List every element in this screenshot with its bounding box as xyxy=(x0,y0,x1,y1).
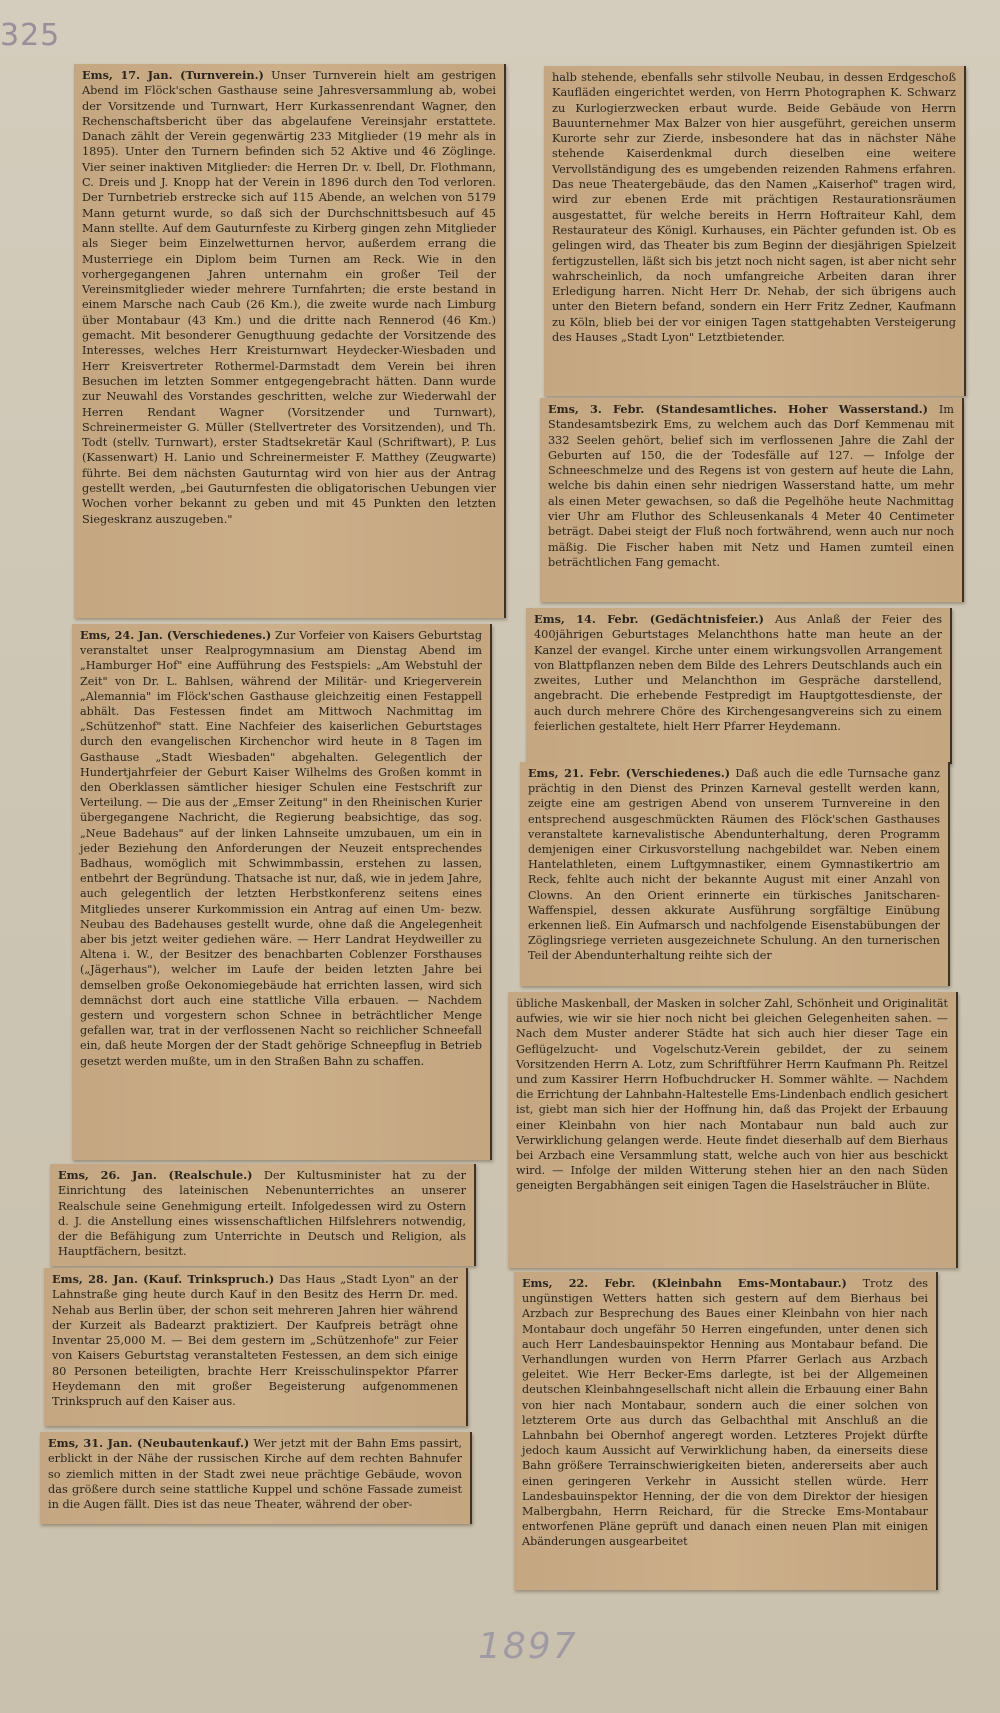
handwritten-year: 1897 xyxy=(478,1626,578,1667)
clipping-text: Das Haus „Stadt Lyon" an der Lahnstraße ging heute durch Kauf in den Besitz des Herrn Dr. med. Nehab aus Berlin über, der schon seit mehreren Jahren hier während der Kurzeit als Badearzt praktiziert. Der Kaufpreis beträgt ohne Inventar 25,000 M. — Bei dem gestern im „Schützenhofe" zur Feier von Kaisers Geburtstag veranstalteten Festessen, an dem sich einige 80 Personen beteiligten, brachte Herr Kreisschulinspektor Pfarrer Heydemann den mit großer Begeisterung aufgenommenen Trinkspruch auf den Kaiser aus. xyxy=(52,1273,458,1409)
clipping-standesamtliches xyxy=(540,398,964,602)
page-number-note: 325 xyxy=(0,18,61,53)
clipping-text: Zur Vorfeier von Kaisers Geburtstag veranstaltet unser Realprogymnasium am Dienstag Abend im „Hamburger Hof" eine Aufführung des Festspiels: „Am Webstuhl der Zeit" von Dr. L. Bahlsen, während der Militär- und Kriegerverein „Alemannia" im Flöck'schen Gasthause gleichzeitig einen Festappell abhält. Das Festessen findet am Mittwoch Nachmittag im „Schützenhof" statt. Eine Nachfeier des kaiserlichen Geburtstages durch den evangelischen Kirchenchor wird heute in 8 Tagen im Gasthause „Stadt Wiesbaden" abgehalten. Gelegentlich der Hundertjahrfeier der Geburt Kaiser Wilhelms des Großen kommt in den Oberklassen sämtlicher hiesiger Schulen eine Festschrift zur Verteilung. — Die aus der „Emser Zeitung" in den Rheinischen Kurier übergegangene Nachricht, die Regierung beabsichtige, das sog. „Neue Badehaus" auf der linken Lahnseite umzubauen, um ein in jeder Beziehung den Anforderungen der Neuzeit entsprechendes Badhaus, womöglich mit Schwimmbassin, erstehen zu lassen, entbehrt der Begründung. Thatsache ist nur, daß, wie in jedem Jahre, auch gelegentlich der letzten Herbstkonferenz seitens eines Mitgliedes unserer Kurkommission ein Antrag auf einen Um- bezw. Neubau des Badehauses gestellt wurde, ohne daß die Angelegenheit aber bis jetzt weiter gediehen wäre. — Herr Landrat Heydweiller zu Altena i. W., der Besitzer des benachbarten Coblenzer Forsthauses („Jägerhaus"), welcher im Laufe der beiden letzten Jahre bei demselben große Oekonomiegebäude hat errichten lassen, wird sich demnächst dort auch eine stattliche Villa erbauen. — Nachdem gestern und vorgestern schon Schnee in beträchtlicher Menge gefallen war, trat in der verflossenen Nacht so reichlicher Schneefall ein, daß heute Morgen der der Stadt gehörige Schneepflug in Betrieb gesetzt werden mußte, um in den Straßen Bahn zu schaffen. xyxy=(80,629,482,1068)
clipping-kauf-trinkspruch xyxy=(44,1268,468,1426)
clipping-text: Daß auch die edle Turnsache ganz prächtig in den Dienst des Prinzen Karneval gestellt werden kann, zeigte eine am gestrigen Abend von unserem Turnvereine in den entsprechend ausgeschmückten Räumen des Flöck'schen Gasthauses veranstaltete karnevalistische Abendunterhaltung, deren Programm demjenigen einer Cirkusvorstellung nachgebildet war. Neben einem Hantelathleten, einem Luftgymnastiker, einem Gymnastikertrio am Reck, fehlte auch nicht der bekannte August mit einer Anzahl von Clowns. An den Orient erinnerte ein türkisches Janitscharen-Waffenspiel, dessen akkurate Ausführung sorgfältige Einübung erkennen ließ. Ein Aufmarsch und nachfolgende Eisenstabübungen der Zöglingsriege verrieten ausgezeichnete Schulung. An den turnerischen Teil der Abendunterhaltung reihte sich der xyxy=(528,767,940,963)
clipping-text: Der Kultusminister hat zu der Einrichtung des lateinischen Nebenunterrichtes an unserer Realschule seine Genehmigung erteilt. Infolgedessen wird zu Ostern d. J. die Anstellung eines wissenschaftlichen Hilfslehrers notwendig, der die Befähigung zum Unterrichte in Deutsch und Religion, als Hauptfächern, besitzt. xyxy=(58,1169,467,1259)
clipping-heading: Ems, 28. Jan. (Kauf. Trinkspruch.) xyxy=(52,1272,275,1286)
clipping-verschiedenes-21-continued xyxy=(508,992,958,1268)
clipping-kleinbahn xyxy=(514,1272,938,1590)
clipping-heading: Ems, 31. Jan. (Neubautenkauf.) xyxy=(48,1436,250,1450)
clipping-text: Aus Anlaß der Feier des 400jährigen Geburtstages Melanchthons hatte man heute an der Kanzel der evangel. Kirche unter einem wirkungsvollen Arrangement von Blattpflanzen neben dem Bilde des Lehrers Deutschlands auch ein zweites, Luther und Melanchthon im Gespräche darstellend, angebracht. Die erhebende Festpredigt im Hauptgottesdienste, der auch durch mehrere Chöre des Kirchengesangvereins sich zu einem feierlichen gestaltete, hielt Herr Pfarrer Heydemann. xyxy=(534,613,942,734)
clipping-text: Im Standesamtsbezirk Ems, zu welchem auch das Dorf Kemmenau mit 332 Seelen gehört, belief sich im verflossenen Jahre die Zahl der Geburten auf 150, die der Todesfälle auf 127. — Infolge der Schneeschmelze und des Regens ist von gestern auf heute die Lahn, welche bis dahin einen sehr niedrigen Wasserstand hatte, um mehr als einen Meter gewachsen, so daß die Pegelhöhe heute Nachmittag vier Uhr am Fluthor des Schleusenkanals 4 Meter 40 Centimeter beträgt. Dabei steigt der Fluß noch fortwährend, wenn auch nur noch mäßig. Die Fischer haben mit Netz und Hamen zumteil einen beträchtlichen Fang gemacht. xyxy=(548,403,955,569)
clipping-heading: Ems, 21. Febr. (Verschiedenes.) xyxy=(528,766,731,780)
clipping-turnverein xyxy=(74,64,506,618)
clipping-heading: Ems, 26. Jan. (Realschule.) xyxy=(58,1168,253,1182)
clipping-text: Trotz des ungünstigen Wetters hatten sich gestern auf dem Bierhaus bei Arzbach zur Besprechung des Baues einer Kleinbahn von hier nach Montabaur doch ungefähr 50 Herren eingefunden, unter denen sich auch Herr Landesbauinspektor Henning aus Montabaur befand. Die Verhandlungen wurden von Herrn Pfarrer Gerlach aus Arzbach geleitet. Wie Herr Becker-Ems darlegte, ist bei der Allgemeinen deutschen Kleinbahngesellschaft nicht allein die Erbauung einer Bahn von hier nach Montabaur, sondern auch die einer solchen von letzterem Orte aus durch das Gelbachthal mit Anschluß an die Lahnbahn bei Obernhof angeregt worden. Letzteres Projekt dürfte jedoch kaum Aussicht auf Verwirklichung haben, da einerseits diese Bahn größere Terrainschwierigkeiten bieten, andererseits aber auch einen geringeren Verkehr in Aussicht stellen würde. Herr Landesbauinspektor Henning, der die von dem Direktor der hiesigen Malbergbahn, Herrn Reichard, für die Strecke Ems-Montabaur entworfenen Pläne geprüft und danach einen neuen Plan mit einigen Abänderungen ausgearbeitet xyxy=(522,1277,929,1549)
clipping-neubautenkauf-continued xyxy=(544,66,966,396)
clipping-heading: Ems, 3. Febr. (Standesamtliches. Hoher Wasserstand.) xyxy=(548,402,928,416)
clipping-heading: Ems, 24. Jan. (Verschiedenes.) xyxy=(80,628,272,642)
clipping-verschiedenes-24 xyxy=(72,624,492,1160)
clipping-verschiedenes-21 xyxy=(520,762,950,986)
clipping-text: übliche Maskenball, der Masken in solcher Zahl, Schönheit und Originalität aufwies, wie wir sie hier noch nicht bei gleichen Gelegenheiten sahen. — Nach dem Muster anderer Städte hat sich auch hier dieser Tage ein Geflügelzucht- und Vogelschutz-Verein gebildet, der zu seinem Vorsitzenden Herrn A. Lotz, zum Schriftführer Herrn Kaufmann Ph. Reitzel und zum Kassirer Herrn Hofbuchdrucker H. Sommer wählte. — Nachdem die Errichtung der Lahnbahn-Haltestelle Ems-Lindenbach endlich gesichert ist, giebt man sich hier der Hoffnung hin, daß das Projekt der Erbauung einer Kleinbahn von hier nach Montabaur nun bald auch zur Verwirklichung gelangen werde. Heute findet dieserhalb auf dem Bierhaus bei Arzbach eine Versammlung statt, welche auch von hier aus beschickt wird. — Infolge der milden Witterung stehen hier an den nach Süden geneigten Bergabhängen seit einigen Tagen die Haselsträucher in Blüte. xyxy=(516,997,948,1193)
clipping-heading: Ems, 22. Febr. (Kleinbahn Ems-Montabaur.) xyxy=(522,1276,847,1290)
clipping-text: halb stehende, ebenfalls sehr stilvolle Neubau, in dessen Erdgeschoß Kaufläden eingerichtet werden, von Herrn Photographen K. Schwarz zu Kurlogierzwecken erbaut wurde. Beide Gebäude von Herrn Bauunternehmer Max Balzer von hier ausgeführt, gereichen unserm Kurorte sehr zur Zierde, insbesondere hat das in nächster Nähe stehende Kaiserdenkmal durch dieselben eine weitere Vervollständigung des es umgebenden reizenden Rahmens erfahren. Das neue Theatergebäude, das den Namen „Kaiserhof" tragen wird, wird zur ebenen Erde mit prächtigen Restaurationsräumen ausgestattet, für welche bereits in Herrn Hoftraiteur Kahl, dem Restaurateur des Königl. Kurhauses, ein Pächter gefunden ist. Ob es gelingen wird, das Theater bis zum Beginn der diesjährigen Spielzeit fertigzustellen, läßt sich bis jetzt noch nicht sagen, ist aber nicht sehr wahrscheinlich, da noch umfangreiche Arbeiten daran ihrer Erledigung harren. Nicht Herr Dr. Nehab, der sich übrigens auch unter den Bietern befand, sondern ein Herr Fritz Zedner, Kaufmann zu Köln, blieb bei der vor einigen Tagen stattgehabten Versteigerung des Hauses „Stadt Lyon" Letztbietender. xyxy=(552,71,956,345)
clipping-heading: Ems, 14. Febr. (Gedächtnisfeier.) xyxy=(534,612,765,626)
clipping-neubautenkauf xyxy=(40,1432,472,1524)
clipping-text: Wer jetzt mit der Bahn Ems passirt, erblickt in der Nähe der russischen Kirche auf dem rechten Bahnufer so ziemlich mitten in der Stadt zwei neue prächtige Gebäude, wovon das größere durch seine stattliche Kuppel und schöne Fassade zumeist in die Augen fällt. Dies ist das neue Theater, während der ober- xyxy=(48,1437,463,1512)
clipping-realschule xyxy=(50,1164,476,1266)
clipping-gedaechtnisfeier xyxy=(526,608,952,764)
clipping-heading: Ems, 17. Jan. (Turnverein.) xyxy=(82,68,264,82)
clipping-text: Unser Turnverein hielt am gestrigen Abend im Flöck'schen Gasthause seine Jahresversammlung ab, wobei der Vorsitzende und Turnwart, Herr Kurkassenrendant Wagner, den Rechenschaftsbericht über das abgelaufene Vereinsjahr erstattete. Danach zählt der Verein gegenwärtig 233 Mitglieder (19 mehr als in 1895). Unter den Turnern befinden sich 52 Aktive und 46 Zöglinge. Vier seiner inaktiven Mitglieder: die Herren Dr. v. Ibell, Dr. Flothmann, C. Dreis und J. Knopp hat der Verein in 1896 durch den Tod verloren. Der Turnbetrieb erstrecke sich auf 115 Abende, an welchen von 5179 Mann geturnt wurde, so daß sich der Durchschnittsbesuch auf 45 Mann stellte. Auf dem Gauturnfeste zu Kirberg gingen zehn Mitglieder als Sieger beim Einzelwetturnen hervor, außerdem errang die Musterriege ein Diplom beim Turnen am Reck. Wie in den vorhergegangenen Jahren unternahm ein großer Teil der Vereinsmitglieder wieder mehrere Turnfahrten; die erste bestand in einem Marsche nach Caub (26 Km.), die zweite wurde nach Limburg über Montabaur (43 Km.) und die dritte nach Rennerod (46 Km.) gemacht. Mit besonderer Genugthuung gedachte der Vorsitzende des Interesses, welches Herr Kreisturnwart Heydecker-Wiesbaden und Herr Kreisvertreter Rothermel-Darmstadt dem Verein bei ihren Besuchen im letzten Sommer entgegengebracht hätten. Dann wurde zur Neuwahl des Vorstandes geschritten, welche zur Wiederwahl der Herren Rendant Wagner (Vorsitzender und Turnwart), Schreinermeister G. Müller (Stellvertreter des Vorsitzenden), und Th. Todt (stellv. Turnwart), erster Stadtsekretär Kaul (Schriftwart), P. Lus (Kassenwart) H. Lanio und Schreinermeister F. Matthey (Zeugwarte) führte. Bei dem nächsten Gauturntag wird von hier aus der Antrag gestellt werden, „bei Gauturnfesten die obligatorischen Uebungen vier Wochen vorher bekannt zu geben und mit 45 Punkten den letzten Siegeskranz auszugeben." xyxy=(82,69,496,526)
